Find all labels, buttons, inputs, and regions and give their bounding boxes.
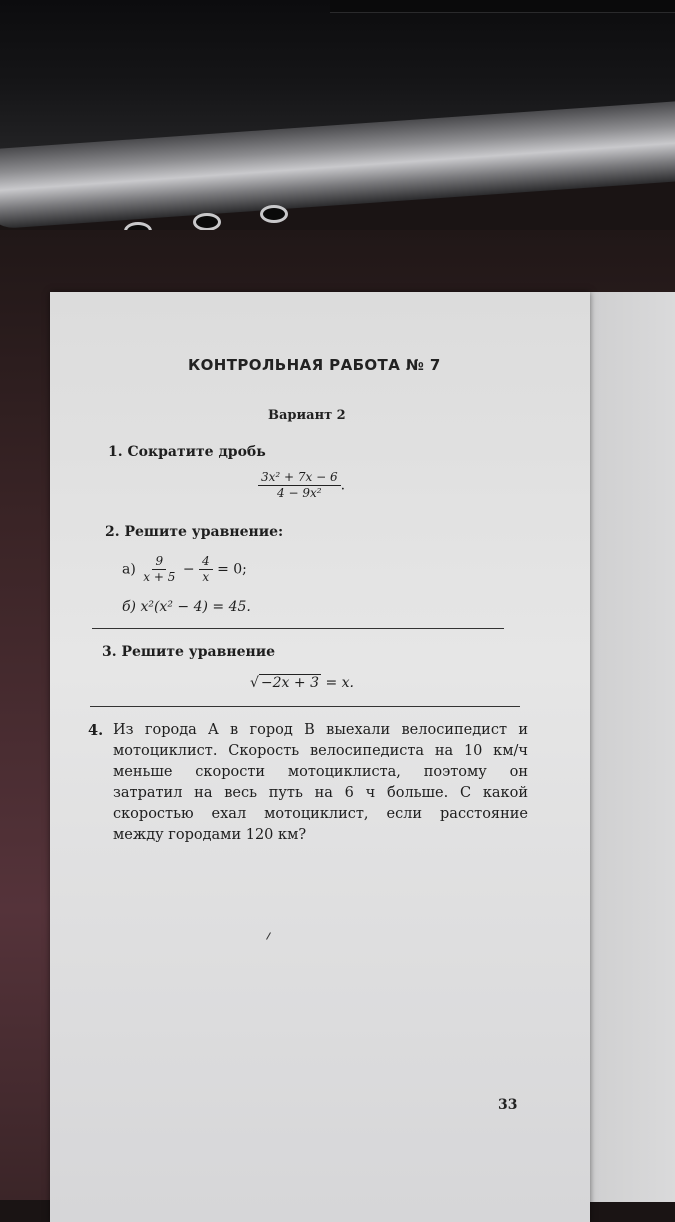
- task-1-fraction: [258, 470, 345, 501]
- item-a-prefix: а): [122, 561, 136, 578]
- task-2b-equation: б) x²(x² − 4) = 45.: [122, 599, 251, 615]
- task-4-problem: [88, 720, 528, 846]
- radicand: −2x + 3: [260, 675, 319, 691]
- page-number: 33: [498, 1097, 518, 1113]
- audio-port-icon: [193, 213, 221, 231]
- fraction-numerator: 4: [199, 554, 213, 570]
- fraction-numerator: 9: [152, 554, 166, 570]
- pen-mark: [266, 932, 271, 939]
- page-title: КОНТРОЛЬНАЯ РАБОТА № 7: [188, 356, 441, 374]
- laptop-keys: [330, 0, 675, 13]
- equation-rest: = 0;: [217, 561, 247, 578]
- fraction-denominator: x + 5: [143, 570, 176, 584]
- fraction-numerator: 3x² + 7x − 6: [258, 470, 341, 486]
- task-1-label: 1. Сократите дробь: [108, 444, 266, 460]
- audio-port-icon: [260, 205, 288, 223]
- task-3-label: 3. Решите уравнение: [102, 644, 276, 660]
- task-3-equation: [250, 674, 354, 691]
- worksheet-page: [50, 292, 590, 1222]
- equation-rest: = x.: [325, 675, 354, 691]
- sqrt-symbol-icon: √: [250, 675, 259, 691]
- task-4-text: Из города A в город B выехали велосипедист и мотоциклист. Скорость велосипедиста на 10 км/ч меньше скорости мотоциклиста, поэтому он затратил на весь путь на 6 ч больше. С какой скоростью ехал мотоциклист, если расстояние между городами 120 км?: [113, 722, 528, 843]
- period: .: [340, 477, 346, 494]
- section-divider: [92, 628, 504, 629]
- fraction-denominator: x: [202, 570, 210, 584]
- variant-heading: Вариант 2: [268, 408, 346, 423]
- section-divider: [90, 706, 520, 707]
- task-4-number: 4.: [88, 722, 104, 739]
- fraction-denominator: 4 − 9x²: [277, 486, 322, 500]
- next-page-edge: [585, 292, 675, 1202]
- task-2-label: 2. Решите уравнение:: [105, 524, 284, 540]
- task-2a-equation: [122, 554, 247, 585]
- minus-sign: −: [182, 561, 195, 578]
